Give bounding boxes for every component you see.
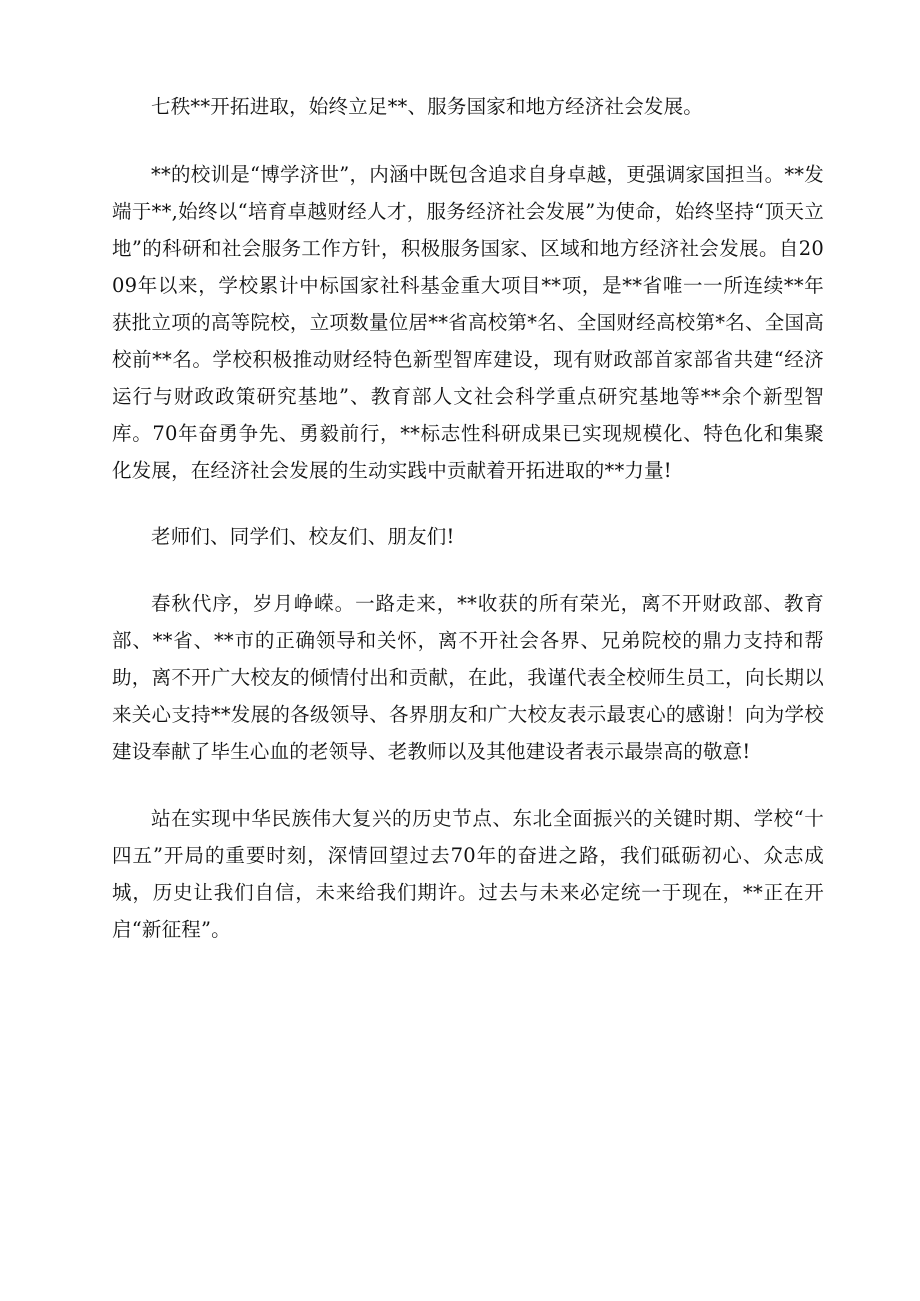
paragraph-5: 站在实现中华民族伟大复兴的历史节点、东北全面振兴的关键时期、学校“十四五”开局的重要时刻，深情回望过去70年的奋进之路，我们砥砺初心、众志成城，历史让我们自信，未来给我们期许。过去与未来必定统一于现在，**正在开启“新征程”。 bbox=[112, 807, 824, 941]
paragraph-3: 老师们、同学们、校友们、朋友们! bbox=[151, 525, 455, 548]
paragraph-2: **的校训是“博学济世”，内涵中既包含追求自身卓越，更强调家国担当。**发端于**,始终以“培育卓越财经人才，服务经济社会发展”为使命，始终坚持“顶天立地”的科研和社会服务工作方针，积极服务国家、区域和地方经济社会发展。自2009年以来，学校累计中标国家社科基金重大项目**项，是**省唯一一所连续**年获批立项的高等院校，立项数量位居**省高校第*名、全国财经高校第*名、全国高校前**名。学校积极推动财经特色新型智库建设，现有财政部首家部省共建“经济运行与财政政策研究基地”、教育部人文社会科学重点研究基地等**余个新型智库。70年奋勇争先、勇毅前行，**标志性科研成果已实现规模化、特色化和集聚化发展，在经济社会发展的生动实践中贡献着开拓进取的**力量! bbox=[112, 163, 824, 482]
paragraph-1: 七秩**开拓进取，始终立足**、服务国家和地方经济社会发展。 bbox=[151, 95, 704, 118]
document-body bbox=[112, 88, 824, 948]
paragraph-4: 春秋代序，岁月峥嵘。一路走来，**收获的所有荣光，离不开财政部、教育部、**省、**市的正确领导和关怀，离不开社会各界、兄弟院校的鼎力支持和帮助，离不开广大校友的倾情付出和贡献，在此，我谨代表全校师生员工，向长期以来关心支持**发展的各级领导、各界朋友和广大校友表示最衷心的感谢！向为学校建设奉献了毕生心血的老领导、老教师以及其他建设者表示最崇高的敬意! bbox=[112, 592, 824, 763]
